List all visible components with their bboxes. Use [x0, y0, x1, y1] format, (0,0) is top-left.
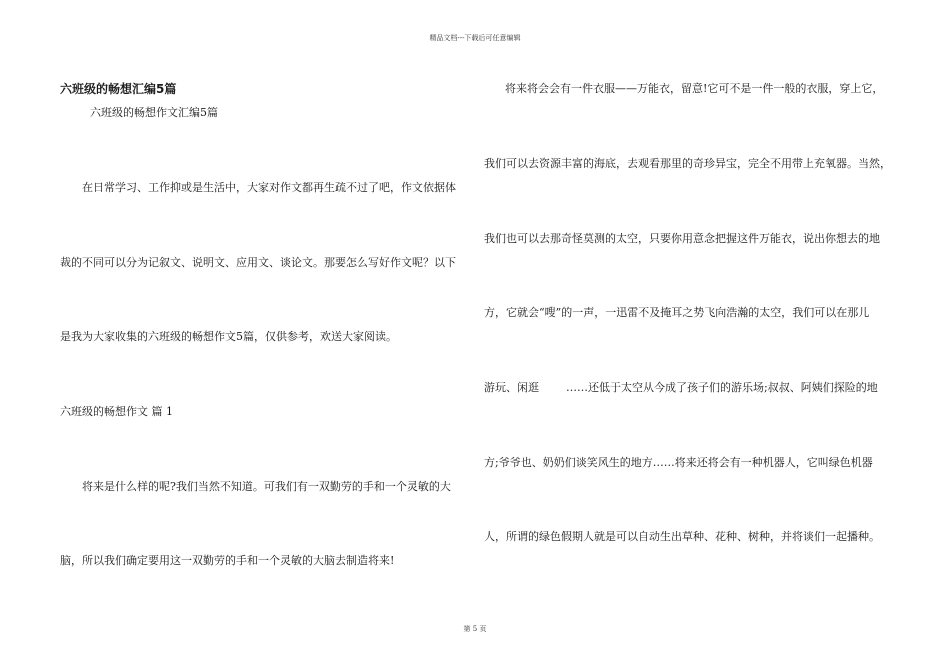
- intro-paragraph-line: 是我为大家收集的六班级的畅想作文5篇，仅供参考，欢送大家阅读。: [60, 330, 397, 343]
- essay-paragraph-line: 方，它就会“嗖”的一声，一迅雷不及掩耳之势飞向浩瀚的太空，我们可以在那儿: [484, 306, 870, 319]
- intro-paragraph-line: 在日常学习、工作抑或是生活中，大家对作文都再生疏不过了吧，作文依据体: [82, 181, 456, 194]
- document-title: 六班级的畅想汇编5篇: [60, 82, 177, 96]
- page-header: 精品文档---下载后可任意编辑: [429, 34, 521, 42]
- essay-paragraph-line: ……还低于太空从今成了孩子们的游乐场;叔叔、阿姨们探险的地: [566, 381, 878, 394]
- intro-paragraph-line: 裁的不同可以分为记叙文、说明文、应用文、谈论文。那要怎么写好作文呢？以下: [60, 256, 456, 269]
- essay-paragraph-line: 我们也可以去那奇怪莫测的太空，只要你用意念把握这件万能衣，说出你想去的地: [484, 232, 880, 245]
- document-subtitle: 六班级的畅想作文汇编5篇: [90, 106, 218, 119]
- essay-paragraph-line: 将来是什么样的呢?我们当然不知道。可我们有一双勤劳的手和一个灵敏的大: [82, 480, 451, 493]
- essay-paragraph-line: 方;爷爷也、奶奶们谈笑风生的地方……将来还将会有一种机器人，它叫绿色机器: [484, 456, 873, 469]
- essay-paragraph-line: 脑，所以我们确定要用这一双勤劳的手和一个灵敏的大脑去制造将来!: [60, 554, 395, 567]
- essay-paragraph-line: 我们可以去资源丰富的海底，去观看那里的奇珍异宝，完全不用带上充氧器。当然，: [484, 157, 891, 170]
- essay-paragraph-line: 将来将会会有一件衣服——万能衣，留意!它可不是一件一般的衣服，穿上它，: [505, 82, 884, 95]
- essay-paragraph-line: 人，所谓的绿色假期人就是可以自动生出草种、花种、树种，并将谈们一起播种。: [484, 530, 880, 543]
- section-heading: 六班级的畅想作文 篇 1: [60, 405, 173, 418]
- page-number: 第 5 页: [463, 625, 487, 633]
- essay-paragraph-line: 游玩、闲逛: [484, 381, 539, 394]
